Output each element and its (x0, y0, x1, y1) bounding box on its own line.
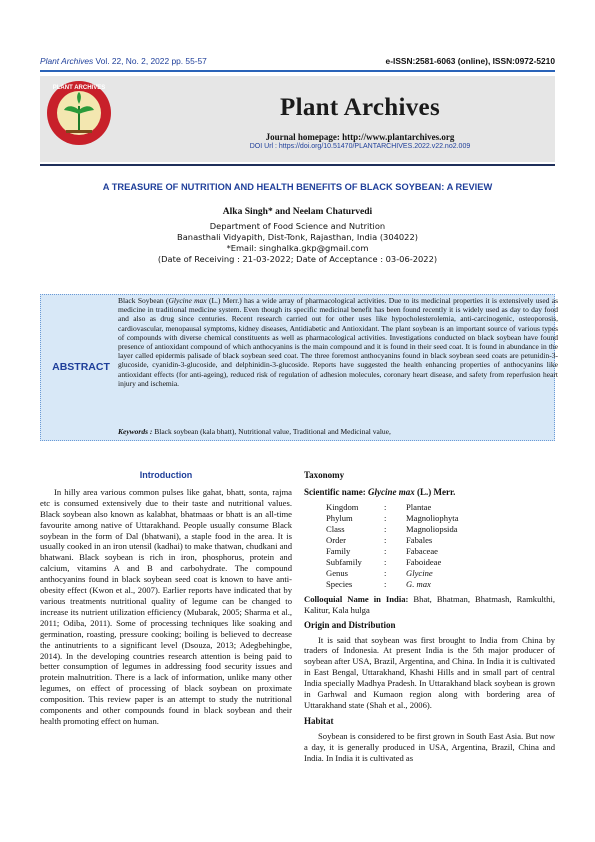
taxonomy-heading: Taxonomy (304, 470, 345, 480)
taxonomy-rank: Order (326, 534, 347, 545)
habitat-paragraph: Soybean is considered to be first grown in South East Asia. But now a day, it is generally produced in USA, Argentina, Brazil, China and India. In India it is cultivated as (304, 730, 555, 763)
taxonomy-name: Glycine (406, 567, 433, 578)
abstract-text (118, 296, 558, 388)
taxonomy-separator: : (384, 567, 387, 578)
abstract-label: ABSTRACT (52, 361, 110, 373)
article-dates: (Date of Receiving : 21-03-2022; Date of Acceptance : 03-06-2022) (157, 254, 438, 264)
taxonomy-rank: Subfamily (326, 556, 362, 567)
taxonomy-name: Magnoliopsida (406, 523, 458, 534)
affiliation-department: Department of Food Science and Nutrition (209, 221, 386, 231)
taxonomy-name: Fabales (406, 534, 433, 545)
taxonomy-separator: : (384, 578, 387, 589)
origin-paragraph: It is said that soybean was first brought to India from China by traders of Indonesia. At present India is the 5th major producer of soybean after USA, Brazil, Argentina, and China. In India it is cultivated in East Bengal, Uttarakhand, Khashi Hills and in small part of central India specially Madhya Pradesh. In Uttarakhand black soybean is grown in Garhwal and Kumaon region along with bordering area of Uttarakhand state (Shah et al., 2006). (304, 634, 555, 710)
author-email[interactable]: *Email: singhalka.gkp@gmail.com (226, 243, 369, 253)
taxonomy-separator: : (384, 523, 387, 534)
abstract-species: Glycine max (168, 296, 207, 305)
scientific-name-label: Scientific name: (304, 486, 368, 497)
colloquial-label: Colloquial Name in India: (304, 593, 409, 604)
abstract-text-start: Black Soybean ( (118, 296, 169, 305)
taxonomy-separator: : (384, 534, 387, 545)
taxonomy-separator: : (384, 501, 387, 512)
right-column (304, 470, 555, 764)
keywords (118, 427, 558, 436)
taxonomy-row (326, 535, 459, 546)
taxonomy-rank: Kingdom (326, 501, 359, 512)
taxonomy-row (326, 502, 459, 513)
scientific-name-authority: (L.) Merr. (414, 486, 456, 497)
banner-rule (40, 164, 555, 166)
introduction-heading: Introduction (139, 470, 193, 480)
taxonomy-row (326, 513, 459, 524)
taxonomy-name: Plantae (406, 501, 432, 512)
left-column (40, 470, 292, 727)
taxonomy-row (326, 546, 459, 557)
taxonomy-row (326, 524, 459, 535)
journal-short-name: Plant Archives (40, 56, 94, 66)
keywords-label: Keywords : (118, 427, 153, 436)
scientific-name-species: Glycine max (367, 486, 415, 497)
taxonomy-row (326, 568, 459, 579)
authors: Alka Singh* and Neelam Chaturvedi (222, 207, 373, 217)
journal-citation (40, 56, 207, 66)
article-title: A TREASURE OF NUTRITION AND HEALTH BENEFITS OF BLACK SOYBEAN: A REVIEW (102, 182, 493, 192)
keywords-text: Black soybean (kala bhatt), Nutritional value, Traditional and Medicinal value, (152, 427, 391, 436)
abstract-text-body: (L.) Merr.) has a wide array of pharmacological activities. Due to its medicinal properties it is extensively used as medicine in traditional medicine system. Even though its specific medicinal benefit has been found recently it is widely used as day to day food and also as drug since centuries. Recent research carried out for other uses like hypocholesterolemia, anti-carcinogenic, osteoporosis, cardiovascular, menopausal symptoms, kidney diseases, Antidiabetic and Antioxidant. The plant soybean is an important source of various types of compounds with diverse chemical constituents as well as pharmacological activities. Investigations conducted on black soybean have found presence of antioxidant compound of which anthocyanins is the main compound and it is found in their seed coat. It is found in abundance in the layer called epidermis palisade of black soybean seed coat. The three foremost anthocyanins found in black soybean seed coats are petunidin-3-glucoside, cyanidin-3-glucoside, and delphinidin-3-glucoside. Reports have suggested the health enhancing properties of anthocyanins like antioxidant effects (for anti-ageing), reduced risk of regulation of adhesion molecules, coronary heart disease, and safety from reperfusion heart injury and ischemia. (118, 296, 559, 388)
issn: e-ISSN:2581-6063 (online), ISSN:0972-5210 (385, 56, 555, 66)
taxonomy-table (326, 502, 459, 590)
taxonomy-row (326, 557, 459, 568)
taxonomy-separator: : (384, 556, 387, 567)
taxonomy-name: Faboideae (406, 556, 442, 567)
habitat-heading: Habitat (304, 715, 334, 726)
taxonomy-separator: : (384, 512, 387, 523)
taxonomy-name: Magnoliophyta (406, 512, 459, 523)
scientific-name (304, 487, 555, 498)
colloquial-text: Bhat, Bhatman, Bhatmash, Ramkulthi, Kalitur, Kala hulga (304, 593, 555, 615)
header-rule (40, 70, 555, 72)
introduction-paragraph: In hilly area various common pulses like gahat, bhatt, sonta, rajma etc is consumed extensively due to their taste and nutritional values. Black soybean also known as kalabhat, bhatmaas or bhatt is an all-time favourite among native of Uttarakhand. People usually consume Black soybean in the form of Dal (bhatwani), a staple food in the area. It is usually cooked in an iron utensil (kadhai) to make thatwan, chudkani and bhatwani. Black soybean is rich in iron, phosphorus, protein and calcium, vitamins A and B and carbohydrate. The compound anthocyanins found in black soybean seed coat is known to have anti-obesity effect (Kwon et al., 2007). Earlier reports have indicated that by various treatments nutritional quality of legume can be changed to increase its nutrient utilization efficiency (Mubarak, 2005; Sharma et al., 2011; Odiba, 2011). Some of processing techniques like soaking and germination, roasting, pressure cooking; boiling is believed to decrease the antinutrients to a significant level (Dsouza, 2013; Adegbehingbe, 2014). In the developing countries research attention is being paid to better consumption of legumes in addressing food security issues and protein malnutrition. There is a lack of information, unlike many other legumes, on effect of processing of black soybean on proximate composition. This review paper is an attempt to study the nutritional components and other compounds found in black soybean and their health promoting effect on human. (40, 486, 293, 726)
taxonomy-row (326, 579, 459, 590)
doi-link[interactable]: DOI Url : https://doi.org/10.51470/PLANTARCHIVES.2022.v22.no2.009 (249, 143, 471, 150)
journal-homepage[interactable]: Journal homepage: http://www.plantarchives.org (265, 132, 455, 142)
affiliation-institute: Banasthali Vidyapith, Dist-Tonk, Rajasthan, India (304022) (177, 232, 418, 242)
taxonomy-rank: Class (326, 523, 345, 534)
taxonomy-name: G. max (406, 578, 431, 589)
volume-info: Vol. 22, No. 2, 2022 pp. 55-57 (95, 56, 207, 66)
taxonomy-rank: Phylum (326, 512, 353, 523)
plant-archives-logo (46, 80, 112, 146)
taxonomy-rank: Species (326, 578, 353, 589)
taxonomy-separator: : (384, 545, 387, 556)
taxonomy-rank: Family (326, 545, 351, 556)
logo-text: PLANT ARCHIVES (52, 85, 106, 91)
colloquial-names (304, 594, 555, 616)
journal-title: Plant Archives (280, 94, 440, 121)
origin-heading: Origin and Distribution (304, 619, 396, 630)
taxonomy-name: Fabaceae (406, 545, 438, 556)
taxonomy-rank: Genus (326, 567, 348, 578)
